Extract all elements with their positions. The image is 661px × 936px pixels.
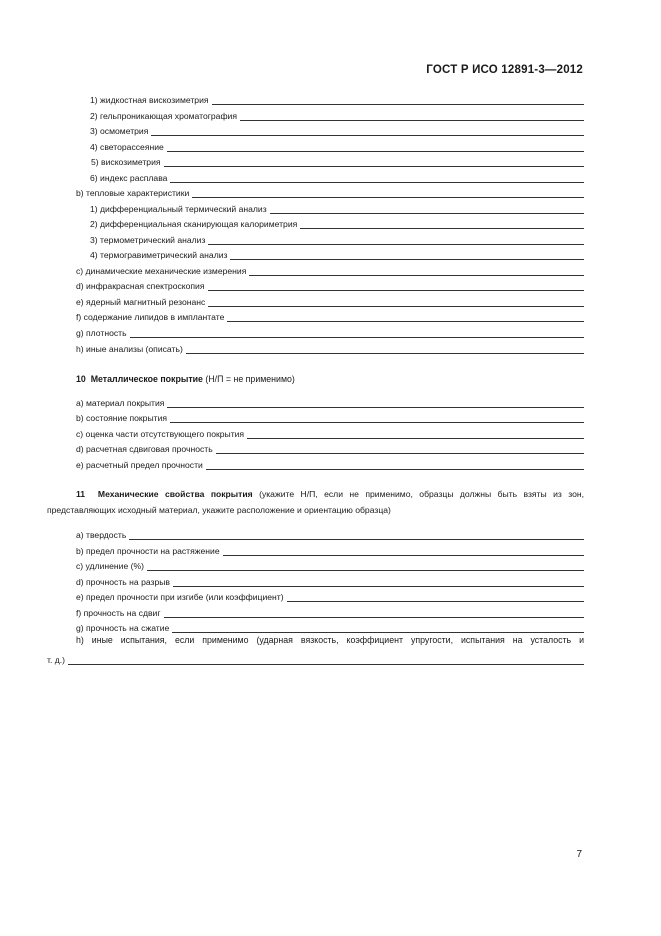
list-item <box>76 413 584 424</box>
answer-line[interactable] <box>270 205 584 214</box>
item-label: b) состояние покрытия <box>76 413 168 423</box>
answer-line[interactable] <box>167 143 584 152</box>
list-item <box>90 204 584 215</box>
answer-line[interactable] <box>216 445 584 454</box>
list-item <box>76 561 584 572</box>
answer-line[interactable] <box>227 313 584 322</box>
list-item <box>91 157 584 168</box>
answer-line[interactable] <box>164 158 584 167</box>
item-label: e) ядерный магнитный резонанс <box>76 297 206 307</box>
list-item <box>90 173 584 184</box>
answer-line[interactable] <box>212 96 584 105</box>
list-item <box>76 297 584 308</box>
item-label: a) твердость <box>76 530 127 540</box>
list-item <box>76 281 584 292</box>
item-label: d) расчетная сдвиговая прочность <box>76 444 213 454</box>
item-label: c) удлинение (%) <box>76 561 144 571</box>
item-label: c) динамические механические измерения <box>76 266 247 276</box>
section-number: 10 <box>76 374 86 384</box>
item-label: 3) осмометрия <box>90 126 149 136</box>
item-label: e) предел прочности при изгибе (или коэффициент) <box>76 592 284 602</box>
list-item <box>76 623 584 634</box>
answer-line[interactable] <box>208 282 584 291</box>
item-label: b) тепловые характеристики <box>76 188 190 198</box>
item-label: 3) термометрический анализ <box>90 235 206 245</box>
answer-line[interactable] <box>247 430 584 439</box>
item-label: d) инфракрасная спектроскопия <box>76 281 205 291</box>
answer-line[interactable] <box>186 345 584 354</box>
item-label: 1) жидкостная вискозиметрия <box>90 95 209 105</box>
answer-line[interactable] <box>147 562 584 571</box>
list-item <box>90 95 584 106</box>
section-number: 11 <box>76 489 86 499</box>
item-label: d) прочность на разрыв <box>76 577 170 587</box>
section-note: (Н/П = не применимо) <box>205 374 295 384</box>
answer-line[interactable] <box>287 593 584 602</box>
answer-line[interactable] <box>172 624 584 633</box>
item-label: 5) вискозиметрия <box>91 157 161 167</box>
item-label: 2) гельпроникающая хроматография <box>90 111 237 121</box>
answer-line[interactable] <box>129 531 584 540</box>
answer-line[interactable] <box>68 656 584 665</box>
list-item <box>90 111 584 122</box>
list-item <box>76 344 584 355</box>
answer-line[interactable] <box>249 267 584 276</box>
list-item <box>76 188 584 199</box>
answer-line[interactable] <box>173 578 584 587</box>
answer-line[interactable] <box>192 189 584 198</box>
answer-line[interactable] <box>164 609 585 618</box>
item-label: т. д.) <box>47 655 66 665</box>
list-item <box>90 142 584 153</box>
list-item <box>76 328 584 339</box>
answer-line[interactable] <box>240 112 584 121</box>
section-note: (укажите Н/П, если не применимо, образцы должны быть взяты из зон, представляющих исходный материал, укажите расположение и ориентацию образца) <box>47 489 585 515</box>
answer-line[interactable] <box>230 251 584 260</box>
item-label: f) прочность на сдвиг <box>76 608 161 618</box>
list-item <box>90 126 584 137</box>
list-item <box>76 592 584 603</box>
list-item <box>90 235 584 246</box>
list-item <box>90 219 584 230</box>
list-item <box>76 429 584 440</box>
item-label: e) расчетный предел прочности <box>76 460 203 470</box>
item-label: h) иные анализы (описать) <box>76 344 183 354</box>
item-label: c) оценка части отсутствующего покрытия <box>76 429 245 439</box>
list-item-h: h) иные испытания, если применимо (ударная вязкость, коэффициент упругости, испытания на усталость и <box>76 635 584 645</box>
list-item <box>76 460 584 471</box>
item-label: 4) термогравиметрический анализ <box>90 250 228 260</box>
answer-line[interactable] <box>208 236 584 245</box>
list-item <box>76 577 584 588</box>
list-item <box>76 266 584 277</box>
list-item <box>76 444 584 455</box>
item-label: a) материал покрытия <box>76 398 165 408</box>
item-label: 4) светорассеяние <box>90 142 164 152</box>
item-label: g) плотность <box>76 328 127 338</box>
item-label: 6) индекс расплава <box>90 173 168 183</box>
answer-line[interactable] <box>130 329 584 338</box>
item-label: 1) дифференциальный термический анализ <box>90 204 267 214</box>
item-label: f) содержание липидов в имплантате <box>76 312 225 322</box>
list-item <box>90 250 584 261</box>
item-label: g) прочность на сжатие <box>76 623 170 633</box>
list-item <box>76 546 584 557</box>
item-label: b) предел прочности на растяжение <box>76 546 220 556</box>
list-item <box>47 655 584 666</box>
answer-line[interactable] <box>208 298 584 307</box>
answer-line[interactable] <box>167 399 584 408</box>
list-item <box>76 398 584 409</box>
section-11-heading <box>47 487 584 518</box>
answer-line[interactable] <box>206 461 584 470</box>
answer-line[interactable] <box>223 547 584 556</box>
section-title: Механические свойства покрытия <box>97 489 253 499</box>
list-item <box>76 312 584 323</box>
answer-line[interactable] <box>300 220 584 229</box>
page-number: 7 <box>576 849 582 860</box>
answer-line[interactable] <box>151 127 584 136</box>
answer-line[interactable] <box>170 174 584 183</box>
item-label: 2) дифференциальная сканирующая калориметрия <box>90 219 298 229</box>
answer-line[interactable] <box>170 414 584 423</box>
section-title: Металлическое покрытие <box>90 374 203 384</box>
list-item <box>76 608 584 619</box>
section-10-heading <box>76 374 295 385</box>
list-item <box>76 530 584 541</box>
document-id: ГОСТ Р ИСО 12891-3—2012 <box>426 64 583 76</box>
